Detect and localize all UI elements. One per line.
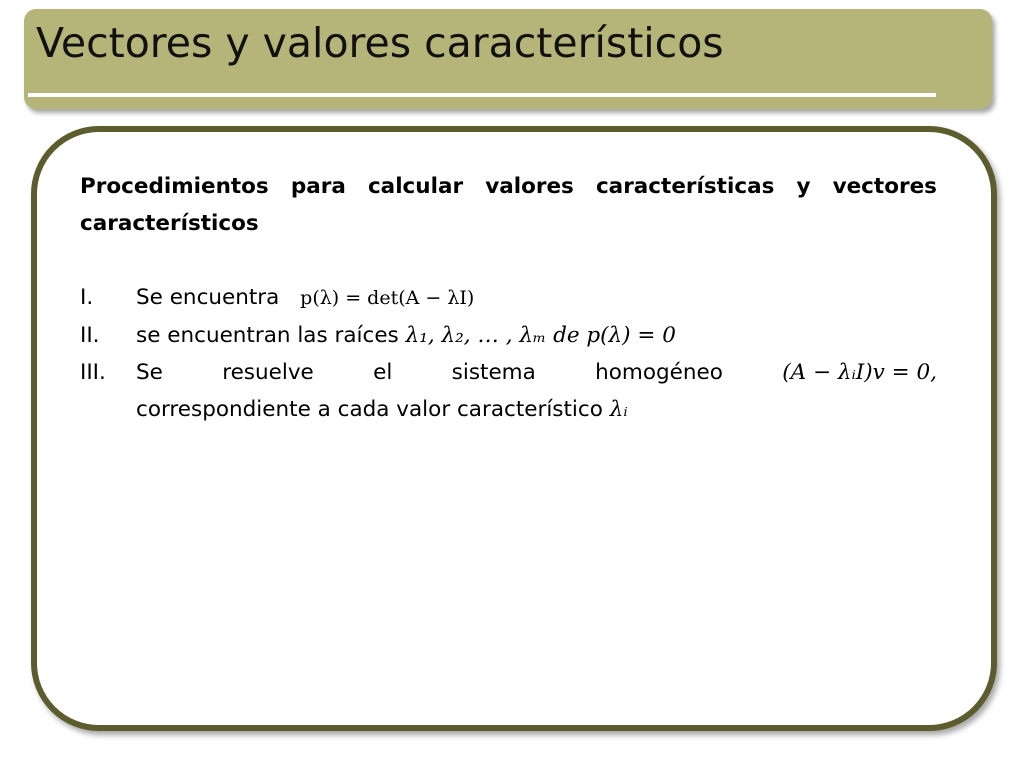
step-formula-lambda-i: λᵢ bbox=[609, 397, 628, 422]
section-heading bbox=[80, 168, 937, 242]
step-text: correspondiente a cada valor característico bbox=[136, 397, 603, 422]
slide-title: Vectores y valores característicos bbox=[36, 19, 724, 67]
steps-list bbox=[80, 279, 937, 428]
step-word: homogéneo bbox=[595, 360, 723, 385]
heading-word: características bbox=[595, 174, 775, 199]
step-item-1 bbox=[80, 279, 937, 317]
step-word: el bbox=[373, 360, 393, 385]
step-word: resuelve bbox=[222, 360, 314, 385]
step-number: II. bbox=[80, 323, 100, 348]
heading-word: y bbox=[796, 174, 811, 199]
heading-word: vectores bbox=[832, 174, 937, 199]
step-body bbox=[136, 354, 937, 428]
step-formula: λ₁, λ₂, … , λₘ de p(λ) = 0 bbox=[405, 323, 676, 348]
step-formula: p(λ) = det(A − λI) bbox=[300, 287, 475, 309]
step-text: Se encuentra bbox=[136, 285, 280, 310]
step-number: I. bbox=[80, 285, 94, 310]
step-body bbox=[136, 317, 937, 354]
heading-line-2: característicos bbox=[80, 211, 259, 236]
step-word: Se bbox=[136, 360, 163, 385]
step-text: se encuentran las raíces bbox=[136, 323, 399, 348]
heading-word: para bbox=[290, 174, 346, 199]
step-line-1 bbox=[136, 354, 937, 391]
step-number: III. bbox=[80, 360, 106, 385]
step-word: sistema bbox=[451, 360, 536, 385]
heading-word: valores bbox=[485, 174, 574, 199]
heading-line-1 bbox=[80, 168, 937, 205]
title-underline bbox=[28, 93, 936, 97]
title-banner bbox=[24, 9, 992, 109]
step-line-2 bbox=[136, 391, 937, 428]
step-item-2 bbox=[80, 317, 937, 354]
heading-word: calcular bbox=[367, 174, 464, 199]
step-item-3 bbox=[80, 354, 937, 428]
step-formula: (A − λᵢI)v = 0, bbox=[782, 360, 937, 385]
content-body bbox=[80, 168, 937, 428]
heading-word: Procedimientos bbox=[80, 174, 269, 199]
step-body bbox=[136, 279, 937, 317]
